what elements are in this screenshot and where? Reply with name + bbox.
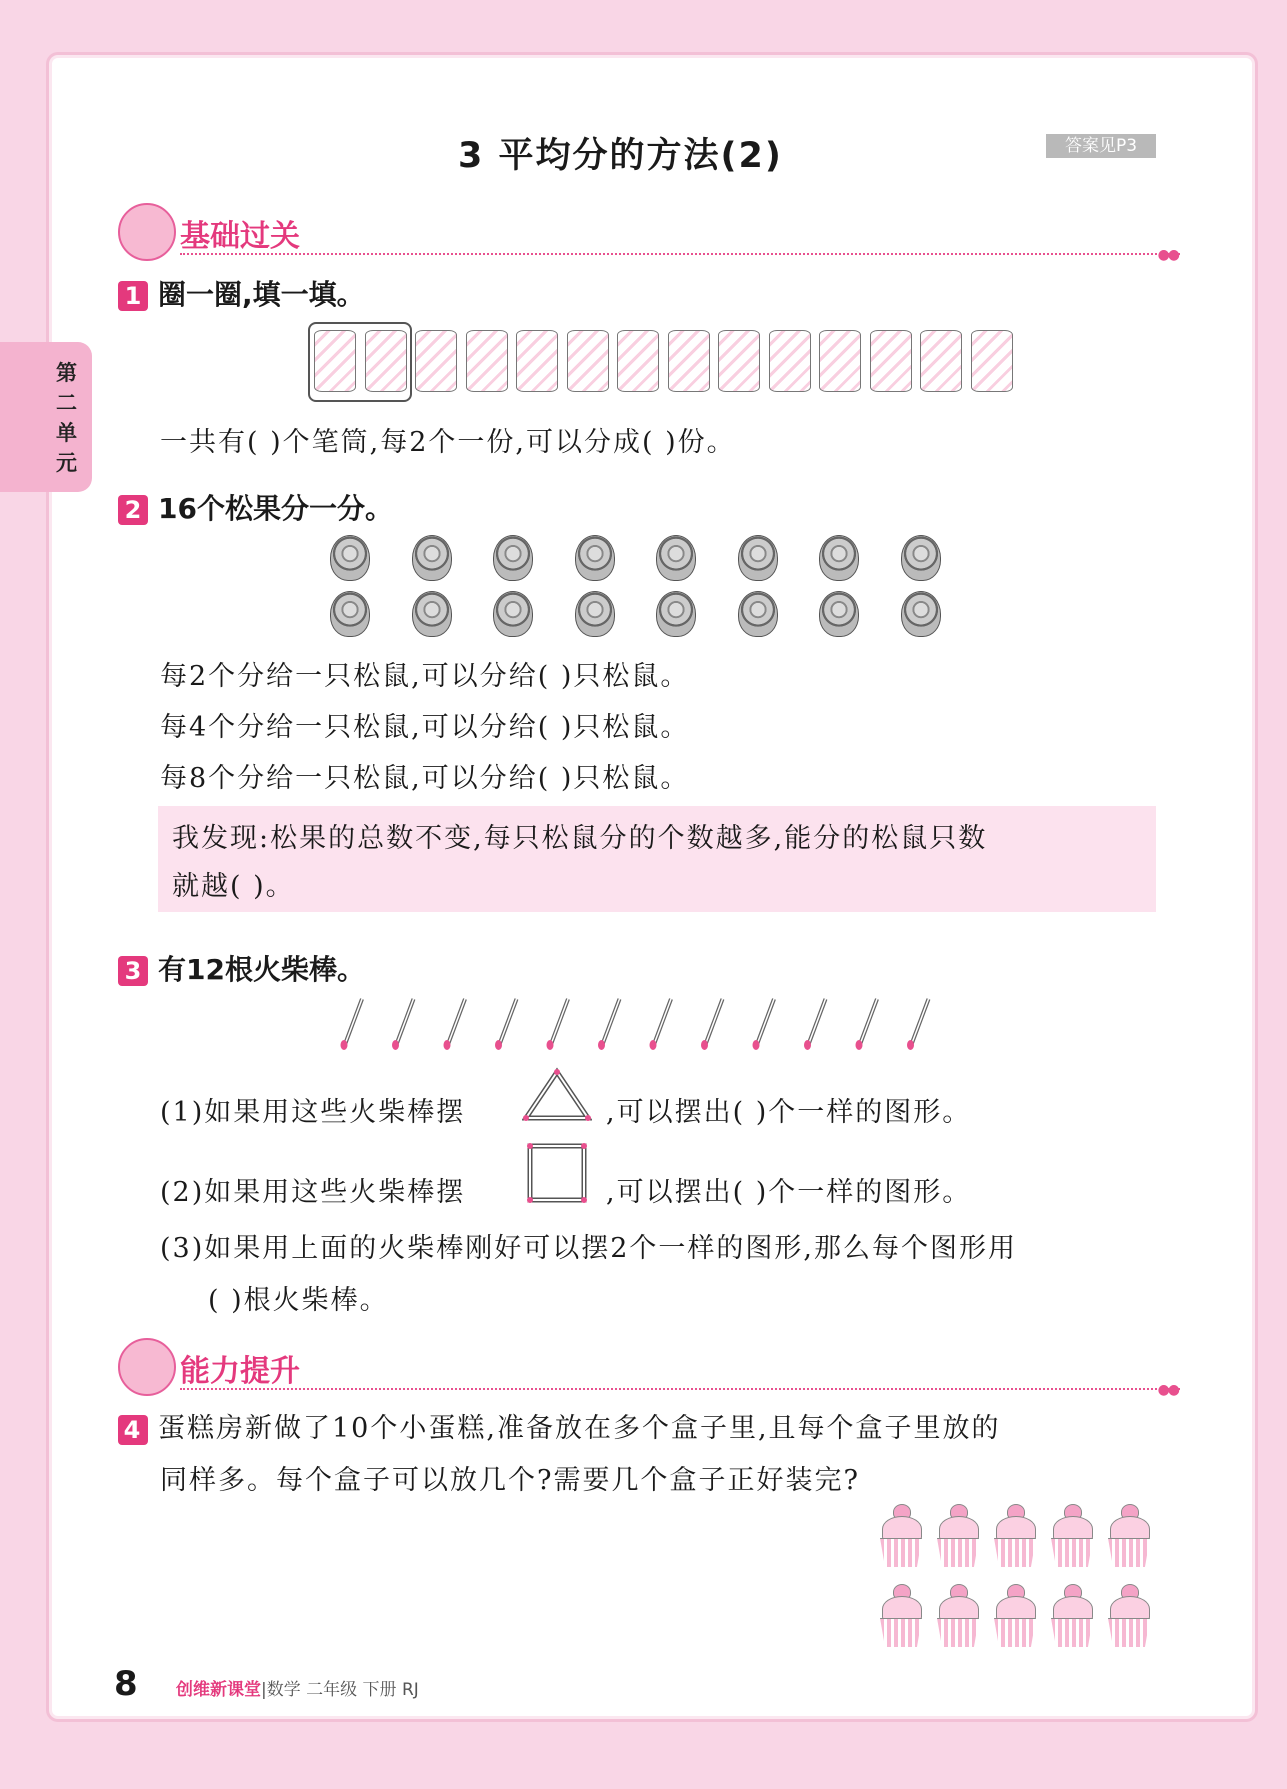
pen-holder-row (310, 322, 1010, 402)
matchstick-icon (392, 999, 414, 1050)
matchstick-icon (650, 999, 672, 1050)
pen-holder-icon (668, 330, 710, 392)
pinecone-icon (656, 535, 696, 581)
pinecone-icon (575, 591, 615, 637)
matchstick-icon (856, 999, 878, 1050)
matchstick-icon (598, 999, 620, 1050)
pinecone-icon (901, 591, 941, 637)
question-2-line-3: 每8个分给一只松鼠,可以分给( )只松鼠。 (160, 763, 690, 794)
pen-holder-icon (567, 330, 609, 392)
triangle-match-icon (522, 1066, 592, 1124)
pinecone-icon (412, 535, 452, 581)
square-match-icon (524, 1140, 590, 1206)
question-2-line-1: 每2个分给一只松鼠,可以分给( )只松鼠。 (160, 661, 690, 692)
discovery-text-1: 我发现:松果的总数不变,每只松鼠分的个数越多,能分的松鼠只数 (172, 823, 988, 854)
cupcake-icon (878, 1504, 924, 1572)
cupcake-icon (992, 1504, 1038, 1572)
footer-brand: 创维新课堂 (176, 1680, 261, 1700)
question-3-part-2b: ,可以摆出( )个一样的图形。 (606, 1177, 972, 1208)
pinecone-icon (330, 535, 370, 581)
cupcake-icon (992, 1584, 1038, 1652)
section-title-advanced: 能力提升 (180, 1354, 300, 1389)
pinecone-icon (412, 591, 452, 637)
dotted-divider (180, 1388, 1180, 1390)
question-3-part-2: (2)如果用这些火柴棒摆 (160, 1177, 466, 1208)
matchstick-icon (804, 999, 826, 1050)
matchstick-icon (444, 999, 466, 1050)
question-3-header (118, 948, 365, 988)
cupcake-icon (1049, 1504, 1095, 1572)
page-title: 3 平均分的方法(2) (458, 136, 783, 176)
pinecone-icon (819, 535, 859, 581)
pinecone-icon (575, 535, 615, 581)
matchstick-icon (547, 999, 569, 1050)
pinecone-icon (330, 591, 370, 637)
cupcake-icon (935, 1584, 981, 1652)
section-header-basic (118, 203, 1178, 263)
question-number: 3 (118, 956, 148, 986)
pen-holder-icon (870, 330, 912, 392)
pinecone-icon (493, 591, 533, 637)
question-3-part-3b: ( )根火柴棒。 (208, 1285, 389, 1316)
cupcake-icon (1049, 1584, 1095, 1652)
cupcake-icon (1106, 1504, 1152, 1572)
section-title-basic: 基础过关 (180, 219, 300, 254)
footer-info (176, 1675, 419, 1700)
unit-label: 第二单元 (56, 361, 77, 475)
part-1-text-a: (1)如果用这些火柴棒摆 (160, 1097, 466, 1128)
pen-holder-icon (819, 330, 861, 392)
divider-dots-icon: ●● (1157, 247, 1178, 263)
question-1-fill-line: 一共有( )个笔筒,每2个一份,可以分成( )份。 (160, 427, 736, 458)
question-4-line-2: 同样多。每个盒子可以放几个?需要几个盒子正好装完? (160, 1465, 860, 1496)
mascot-icon (118, 203, 176, 261)
pinecone-icon (738, 535, 778, 581)
question-1-header (118, 273, 365, 313)
question-number: 2 (118, 495, 148, 525)
question-2-header (118, 487, 393, 527)
circled-group (308, 322, 412, 402)
pen-holder-icon (769, 330, 811, 392)
matchstick-icon (753, 999, 775, 1050)
cupcake-icon (878, 1584, 924, 1652)
answer-reference: 答案见P3 (1046, 134, 1156, 158)
mascot-icon (118, 1338, 176, 1396)
pinecone-icon (656, 591, 696, 637)
matchstick-icon (701, 999, 723, 1050)
question-prompt: 圈一圈,填一填。 (158, 278, 365, 311)
footer-details: |数学 二年级 下册 RJ (261, 1680, 419, 1700)
question-prompt: 有12根火柴棒。 (158, 953, 365, 986)
matchstick-icon (907, 999, 929, 1050)
pen-holder-icon (617, 330, 659, 392)
question-number: 1 (118, 281, 148, 311)
question-prompt: 16个松果分一分。 (158, 492, 393, 525)
pinecone-icon (901, 535, 941, 581)
dotted-divider (180, 253, 1180, 255)
pen-holder-icon (466, 330, 508, 392)
question-4-line-1 (118, 1406, 1001, 1445)
pen-holder-icon (971, 330, 1013, 392)
question-4-text-1: 蛋糕房新做了10个小蛋糕,准备放在多个盒子里,且每个盒子里放的 (158, 1413, 1001, 1444)
matchstick-icon (495, 999, 517, 1050)
pinecone-icon (819, 591, 859, 637)
pen-holder-icon (516, 330, 558, 392)
pinecone-icon (493, 535, 533, 581)
pen-holder-icon (415, 330, 457, 392)
pen-holder-icon (718, 330, 760, 392)
divider-dots-icon: ●● (1157, 1382, 1178, 1398)
question-3-part-1 (160, 1090, 465, 1129)
pinecone-grid (330, 535, 950, 645)
cupcake-grid (878, 1500, 1168, 1660)
discovery-box (158, 806, 1156, 912)
section-header-advanced (118, 1338, 1178, 1398)
cupcake-icon (935, 1504, 981, 1572)
pinecone-icon (738, 591, 778, 637)
question-3-part-3a: (3)如果用上面的火柴棒刚好可以摆2个一样的图形,那么每个图形用 (160, 1233, 1018, 1264)
question-number: 4 (118, 1415, 148, 1445)
matchstick-icon (341, 999, 363, 1050)
question-2-line-2: 每4个分给一只松鼠,可以分给( )只松鼠。 (160, 712, 690, 743)
cupcake-icon (1106, 1584, 1152, 1652)
discovery-text-2: 就越( )。 (172, 871, 295, 902)
pen-holder-icon (920, 330, 962, 392)
matchstick-row (330, 995, 950, 1053)
question-3-part-1b: ,可以摆出( )个一样的图形。 (606, 1097, 972, 1128)
page-number: 8 (114, 1664, 138, 1704)
unit-side-tab (0, 342, 92, 492)
